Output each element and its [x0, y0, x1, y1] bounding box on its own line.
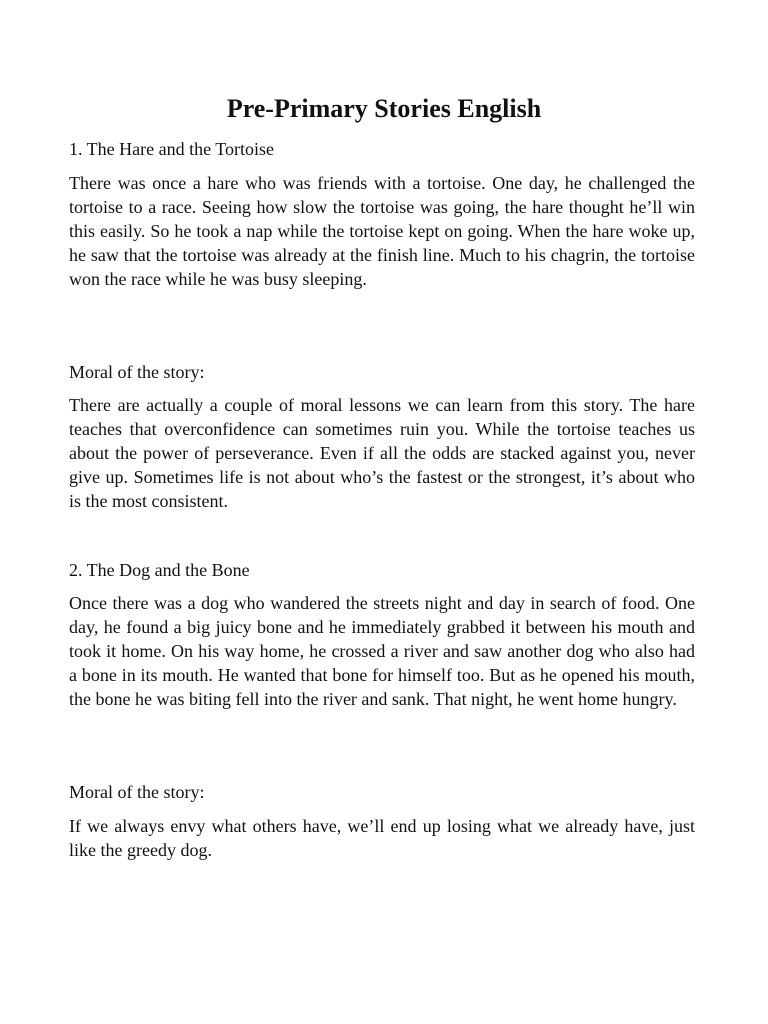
story-2-heading: 2. The Dog and the Bone: [69, 560, 250, 580]
story-2-text: Once there was a dog who wandered the streets night and day in search of food. One day, he found a big juicy bone and he immediately grabbed it between his mouth and took it home. On his way home, he crossed a river and saw another dog who also had a bone in its mouth. He wanted that bone for himself too. But as he opened his mouth, the bone he was biting fell into the river and sank. That night, he went home hungry.: [69, 593, 695, 709]
story-1-heading: 1. The Hare and the Tortoise: [69, 139, 275, 159]
story-2-moral-text: If we always envy what others have, we’ll end up losing what we already have, just like the greedy dog.: [69, 816, 695, 860]
story-1-moral-text: There are actually a couple of moral lessons we can learn from this story. The hare teaches that overconfidence can sometimes ruin you. While the tortoise teaches us about the power of perseverance. Even if all the odds are stacked against you, never give up. Sometimes life is not about who’s the fastest or the strongest, it’s about who is the most consistent.: [69, 395, 695, 511]
story-1-moral-heading: Moral of the story:: [69, 362, 205, 382]
story-2-moral-heading: Moral of the story:: [69, 782, 205, 802]
page-title: Pre-Primary Stories English: [226, 94, 542, 123]
story-1-text: There was once a hare who was friends with a tortoise. One day, he challenged the tortoise to a race. Seeing how slow the tortoise was going, the hare thought he’ll win this easily. So he took a nap while the tortoise kept on going. When the hare woke up, he saw that the tortoise was already at the finish line. Much to his chagrin, the tortoise won the race while he was busy sleeping.: [69, 173, 695, 289]
